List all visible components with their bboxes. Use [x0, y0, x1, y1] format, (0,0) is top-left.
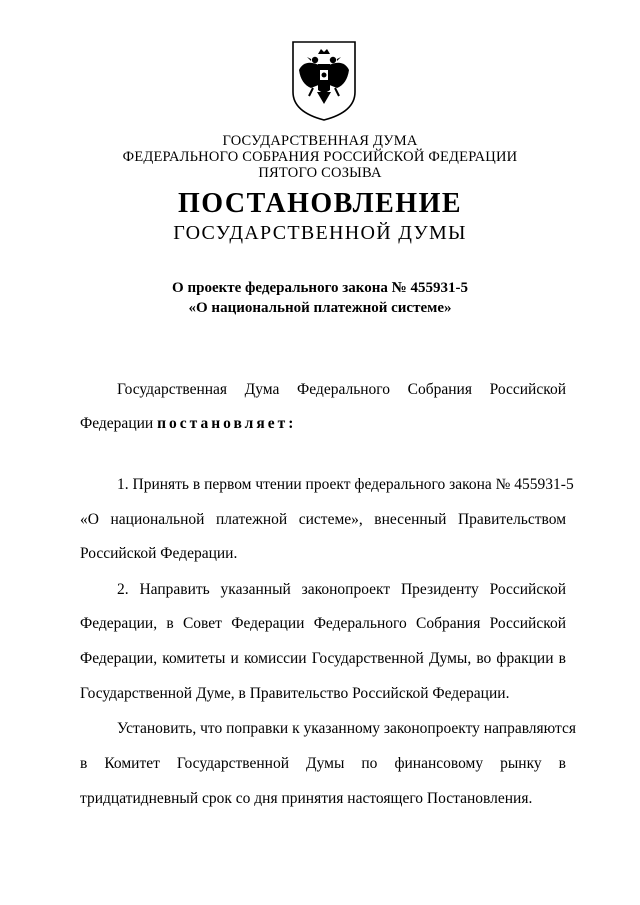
item1-line-2: «О национальной платежной системе», внесенный Правительством	[80, 511, 566, 528]
subject-line-1: О проекте федерального закона № 455931-5	[172, 280, 468, 296]
decree-word: постановляет:	[157, 415, 297, 432]
double-headed-eagle-icon	[291, 40, 357, 122]
document-subtitle: ГОСУДАРСТВЕННОЙ ДУМЫ	[173, 222, 467, 244]
item3-line-3: тридцатидневный срок со дня принятия настоящего Постановления.	[80, 790, 533, 807]
header-line-3: ПЯТОГО СОЗЫВА	[258, 165, 382, 181]
subject-line-2: «О национальной платежной системе»	[188, 300, 452, 316]
item1-line-1: 1. Принять в первом чтении проект федерального закона № 455931-5	[117, 476, 574, 493]
item2-line-2: Федерации, в Совет Федерации Федерального Собрания Российской	[80, 615, 566, 632]
item2-line-1: 2. Направить указанный законопроект Президенту Российской	[117, 581, 566, 598]
item1-line-3: Российской Федерации.	[80, 545, 238, 562]
preamble-prefix: Федерации	[80, 415, 154, 432]
header-line-2: ФЕДЕРАЛЬНОГО СОБРАНИЯ РОССИЙСКОЙ ФЕДЕРАЦИИ	[122, 149, 518, 165]
item3-line-2: в Комитет Государственной Думы по финансовому рынку в	[80, 755, 566, 772]
document-title: ПОСТАНОВЛЕНИЕ	[177, 188, 463, 219]
item3-line-1: Установить, что поправки к указанному законопроекту направляются	[117, 720, 577, 737]
preamble-line-2	[80, 414, 566, 434]
preamble-line-1: Государственная Дума Федерального Собрания Российской	[117, 381, 566, 398]
state-emblem	[291, 40, 357, 122]
item2-line-4: Государственной Думе, в Правительство Российской Федерации.	[80, 685, 510, 702]
header-line-1: ГОСУДАРСТВЕННАЯ ДУМА	[222, 133, 418, 149]
item2-line-3: Федерации, комитеты и комиссии Государственной Думы, во фракции в	[80, 650, 566, 667]
